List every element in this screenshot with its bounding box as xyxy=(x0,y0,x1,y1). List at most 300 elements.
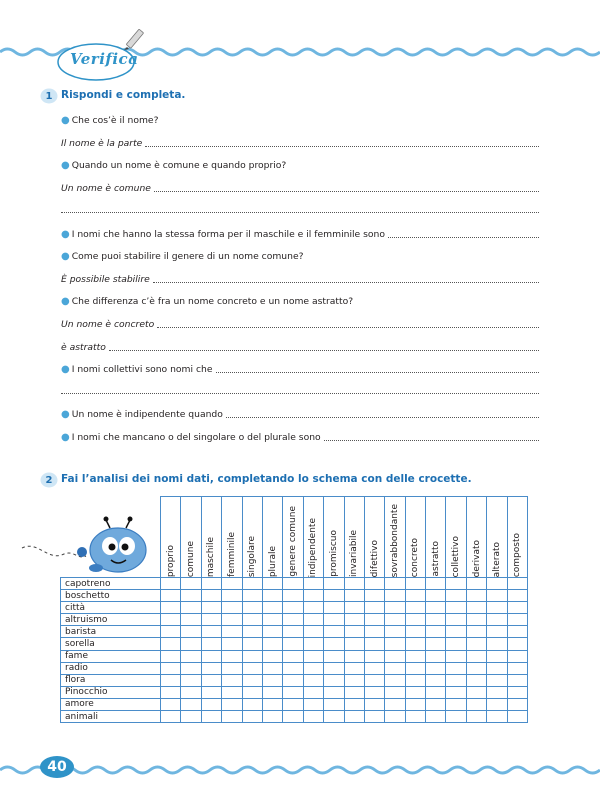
checkbox-cell[interactable] xyxy=(344,590,364,602)
checkbox-cell[interactable] xyxy=(161,590,181,602)
checkbox-cell[interactable] xyxy=(324,698,344,710)
bullet-icon: ● xyxy=(61,364,70,375)
checkbox-cell[interactable] xyxy=(201,602,221,614)
checkbox-cell[interactable] xyxy=(262,626,282,638)
checkbox-cell[interactable] xyxy=(385,602,405,614)
checkbox-cell[interactable] xyxy=(181,638,201,650)
checkbox-cell[interactable] xyxy=(303,590,323,602)
question-8[interactable]: ● I nomi che mancano o del singolare o del plurale sono xyxy=(61,429,539,443)
checkbox-cell[interactable] xyxy=(507,662,527,674)
checkbox-cell[interactable] xyxy=(487,602,507,614)
checkbox-cell[interactable] xyxy=(364,626,384,638)
checkbox-cell[interactable] xyxy=(507,626,527,638)
column-label: comune xyxy=(186,540,197,577)
checkbox-cell[interactable] xyxy=(262,638,282,650)
checkbox-cell[interactable] xyxy=(324,686,344,698)
checkbox-cell[interactable] xyxy=(324,614,344,626)
checkbox-cell[interactable] xyxy=(426,674,446,686)
checkbox-cell[interactable] xyxy=(283,674,303,686)
checkbox-cell[interactable] xyxy=(385,578,405,590)
checkbox-cell[interactable] xyxy=(161,626,181,638)
checkbox-cell[interactable] xyxy=(283,698,303,710)
column-label: derivato xyxy=(471,539,482,577)
table-row xyxy=(61,686,528,698)
checkbox-cell[interactable] xyxy=(487,662,507,674)
checkbox-cell[interactable] xyxy=(487,614,507,626)
checkbox-cell[interactable] xyxy=(201,711,221,723)
checkbox-cell[interactable] xyxy=(181,590,201,602)
checkbox-cell[interactable] xyxy=(344,698,364,710)
checkbox-cell[interactable] xyxy=(201,686,221,698)
checkbox-cell[interactable] xyxy=(324,711,344,723)
badge-label: Verifica xyxy=(70,50,139,68)
checkbox-cell[interactable] xyxy=(487,638,507,650)
bullet-icon: ● xyxy=(61,251,70,262)
checkbox-cell[interactable] xyxy=(242,590,262,602)
checkbox-cell[interactable] xyxy=(303,686,323,698)
question-7[interactable]: ● Un nome è indipendente quando xyxy=(61,406,539,420)
checkbox-cell[interactable] xyxy=(222,590,242,602)
checkbox-cell[interactable] xyxy=(303,662,323,674)
table-row xyxy=(61,602,528,614)
column-header xyxy=(466,497,486,578)
column-header xyxy=(385,497,405,578)
checkbox-cell[interactable] xyxy=(201,638,221,650)
table-row xyxy=(61,578,528,590)
checkbox-cell[interactable] xyxy=(303,711,323,723)
checkbox-cell[interactable] xyxy=(426,711,446,723)
checkbox-cell[interactable] xyxy=(364,602,384,614)
bullet-icon: ● xyxy=(61,160,70,171)
checkbox-cell[interactable] xyxy=(405,602,425,614)
row-label: animali xyxy=(61,711,161,723)
checkbox-cell[interactable] xyxy=(262,711,282,723)
question-2: ● Quando un nome è comune e quando proprio? xyxy=(61,160,287,171)
question-1: ● Che cos’è il nome? xyxy=(61,115,159,126)
checkbox-cell[interactable] xyxy=(487,578,507,590)
column-header xyxy=(262,497,282,578)
checkbox-cell[interactable] xyxy=(303,650,323,662)
checkbox-cell[interactable] xyxy=(344,650,364,662)
checkbox-cell[interactable] xyxy=(385,638,405,650)
checkbox-cell[interactable] xyxy=(201,614,221,626)
answer-line-5b[interactable]: è astratto xyxy=(61,339,539,353)
checkbox-cell[interactable] xyxy=(507,650,527,662)
checkbox-cell[interactable] xyxy=(466,614,486,626)
table-row xyxy=(61,662,528,674)
checkbox-cell[interactable] xyxy=(507,590,527,602)
checkbox-cell[interactable] xyxy=(161,650,181,662)
checkbox-cell[interactable] xyxy=(405,711,425,723)
checkbox-cell[interactable] xyxy=(344,674,364,686)
checkbox-cell[interactable] xyxy=(283,650,303,662)
exercise-1-title: Rispondi e completa. xyxy=(61,89,186,101)
checkbox-cell[interactable] xyxy=(161,711,181,723)
checkbox-cell[interactable] xyxy=(161,578,181,590)
checkbox-cell[interactable] xyxy=(262,662,282,674)
bullet-icon: ● xyxy=(61,432,70,443)
checkbox-cell[interactable] xyxy=(283,638,303,650)
checkbox-cell[interactable] xyxy=(466,638,486,650)
checkbox-cell[interactable] xyxy=(446,686,466,698)
checkbox-cell[interactable] xyxy=(364,674,384,686)
checkbox-cell[interactable] xyxy=(487,698,507,710)
checkbox-cell[interactable] xyxy=(201,650,221,662)
checkbox-cell[interactable] xyxy=(405,662,425,674)
checkbox-cell[interactable] xyxy=(344,686,364,698)
checkbox-cell[interactable] xyxy=(181,650,201,662)
checkbox-cell[interactable] xyxy=(201,674,221,686)
checkbox-cell[interactable] xyxy=(324,650,344,662)
checkbox-cell[interactable] xyxy=(324,626,344,638)
checkbox-cell[interactable] xyxy=(222,578,242,590)
row-label: barista xyxy=(61,626,161,638)
checkbox-cell[interactable] xyxy=(364,711,384,723)
checkbox-cell[interactable] xyxy=(466,602,486,614)
checkbox-cell[interactable] xyxy=(426,662,446,674)
checkbox-cell[interactable] xyxy=(426,578,446,590)
checkbox-cell[interactable] xyxy=(242,674,262,686)
checkbox-cell[interactable] xyxy=(426,686,446,698)
checkbox-cell[interactable] xyxy=(344,578,364,590)
checkbox-cell[interactable] xyxy=(222,602,242,614)
checkbox-cell[interactable] xyxy=(385,698,405,710)
checkbox-cell[interactable] xyxy=(466,626,486,638)
checkbox-cell[interactable] xyxy=(364,650,384,662)
column-header xyxy=(405,497,425,578)
column-label: genere comune xyxy=(288,506,299,577)
row-label: radio xyxy=(61,662,161,674)
checkbox-cell[interactable] xyxy=(242,602,262,614)
checkbox-cell[interactable] xyxy=(283,614,303,626)
column-header xyxy=(426,497,446,578)
table-row xyxy=(61,638,528,650)
checkbox-cell[interactable] xyxy=(262,590,282,602)
checkbox-cell[interactable] xyxy=(222,698,242,710)
checkbox-cell[interactable] xyxy=(242,626,262,638)
checkbox-cell[interactable] xyxy=(405,698,425,710)
checkbox-cell[interactable] xyxy=(364,590,384,602)
row-label: boschetto xyxy=(61,590,161,602)
checkbox-cell[interactable] xyxy=(446,638,466,650)
checkbox-cell[interactable] xyxy=(446,698,466,710)
checkbox-cell[interactable] xyxy=(344,711,364,723)
checkbox-cell[interactable] xyxy=(242,650,262,662)
checkbox-cell[interactable] xyxy=(283,686,303,698)
checkbox-cell[interactable] xyxy=(201,698,221,710)
column-label: collettivo xyxy=(451,535,462,577)
checkbox-cell[interactable] xyxy=(426,698,446,710)
checkbox-cell[interactable] xyxy=(385,662,405,674)
checkbox-cell[interactable] xyxy=(405,578,425,590)
checkbox-cell[interactable] xyxy=(364,578,384,590)
checkbox-cell[interactable] xyxy=(507,602,527,614)
checkbox-cell[interactable] xyxy=(242,698,262,710)
row-label: sorella xyxy=(61,638,161,650)
column-header xyxy=(303,497,323,578)
checkbox-cell[interactable] xyxy=(201,662,221,674)
checkbox-cell[interactable] xyxy=(222,674,242,686)
checkbox-cell[interactable] xyxy=(222,662,242,674)
question-4: ● Come puoi stabilire il genere di un nome comune? xyxy=(61,251,304,262)
checkbox-cell[interactable] xyxy=(222,650,242,662)
checkbox-cell[interactable] xyxy=(507,614,527,626)
column-label: sovrabbondante xyxy=(389,503,400,577)
checkbox-cell[interactable] xyxy=(161,638,181,650)
table-row xyxy=(61,674,528,686)
checkbox-cell[interactable] xyxy=(487,674,507,686)
checkbox-cell[interactable] xyxy=(507,674,527,686)
checkbox-cell[interactable] xyxy=(426,638,446,650)
checkbox-cell[interactable] xyxy=(385,674,405,686)
column-label: femminile xyxy=(226,532,237,577)
checkbox-cell[interactable] xyxy=(466,686,486,698)
checkbox-cell[interactable] xyxy=(242,638,262,650)
checkbox-cell[interactable] xyxy=(426,650,446,662)
exercise-2-title: Fai l’analisi dei nomi dati, completando lo schema con delle crocette. xyxy=(61,473,472,485)
checkbox-cell[interactable] xyxy=(487,590,507,602)
checkbox-cell[interactable] xyxy=(344,638,364,650)
checkbox-cell[interactable] xyxy=(303,614,323,626)
checkbox-cell[interactable] xyxy=(324,674,344,686)
checkbox-cell[interactable] xyxy=(222,638,242,650)
checkbox-cell[interactable] xyxy=(487,650,507,662)
checkbox-cell[interactable] xyxy=(324,590,344,602)
pen-icon xyxy=(118,26,148,56)
checkbox-cell[interactable] xyxy=(426,590,446,602)
checkbox-cell[interactable] xyxy=(507,578,527,590)
column-label: proprio xyxy=(165,544,176,577)
table-row xyxy=(61,626,528,638)
bullet-icon: ● xyxy=(61,229,70,240)
checkbox-cell[interactable] xyxy=(507,686,527,698)
table-row xyxy=(61,590,528,602)
checkbox-cell[interactable] xyxy=(446,650,466,662)
answer-line-2[interactable]: Un nome è comune xyxy=(61,180,539,194)
checkbox-cell[interactable] xyxy=(161,698,181,710)
checkbox-cell[interactable] xyxy=(303,602,323,614)
checkbox-cell[interactable] xyxy=(161,686,181,698)
checkbox-cell[interactable] xyxy=(283,626,303,638)
checkbox-cell[interactable] xyxy=(242,614,262,626)
column-header xyxy=(487,497,507,578)
checkbox-cell[interactable] xyxy=(262,602,282,614)
checkbox-cell[interactable] xyxy=(364,662,384,674)
checkbox-cell[interactable] xyxy=(446,662,466,674)
checkbox-cell[interactable] xyxy=(344,662,364,674)
checkbox-cell[interactable] xyxy=(426,626,446,638)
checkbox-cell[interactable] xyxy=(446,711,466,723)
checkbox-cell[interactable] xyxy=(201,590,221,602)
checkbox-cell[interactable] xyxy=(303,626,323,638)
column-header xyxy=(344,497,364,578)
checkbox-cell[interactable] xyxy=(201,578,221,590)
checkbox-cell[interactable] xyxy=(364,698,384,710)
checkbox-cell[interactable] xyxy=(242,662,262,674)
checkbox-cell[interactable] xyxy=(242,686,262,698)
checkbox-cell[interactable] xyxy=(364,686,384,698)
checkbox-cell[interactable] xyxy=(262,698,282,710)
table-row xyxy=(61,698,528,710)
table-row xyxy=(61,614,528,626)
checkbox-cell[interactable] xyxy=(426,602,446,614)
checkbox-cell[interactable] xyxy=(344,626,364,638)
checkbox-cell[interactable] xyxy=(324,638,344,650)
checkbox-cell[interactable] xyxy=(385,686,405,698)
checkbox-cell[interactable] xyxy=(385,650,405,662)
checkbox-cell[interactable] xyxy=(385,590,405,602)
column-label: promiscuo xyxy=(328,530,339,577)
column-header xyxy=(507,497,527,578)
question-3[interactable]: ● I nomi che hanno la stessa forma per il maschile e il femminile sono xyxy=(61,226,539,240)
checkbox-cell[interactable] xyxy=(201,626,221,638)
column-label: invariabile xyxy=(349,529,360,577)
analysis-grid xyxy=(60,496,528,723)
column-label: plurale xyxy=(267,545,278,577)
checkbox-cell[interactable] xyxy=(385,711,405,723)
checkbox-cell[interactable] xyxy=(344,614,364,626)
checkbox-cell[interactable] xyxy=(181,686,201,698)
checkbox-cell[interactable] xyxy=(181,698,201,710)
checkbox-cell[interactable] xyxy=(181,662,201,674)
answer-line-2b[interactable] xyxy=(61,212,539,213)
question-6[interactable]: ● I nomi collettivi sono nomi che xyxy=(61,361,539,375)
column-label: difettivo xyxy=(369,539,380,577)
checkbox-cell[interactable] xyxy=(405,638,425,650)
checkbox-cell[interactable] xyxy=(283,602,303,614)
answer-line-5a[interactable]: Un nome è concreto xyxy=(61,316,539,330)
checkbox-cell[interactable] xyxy=(181,614,201,626)
checkbox-cell[interactable] xyxy=(426,614,446,626)
column-header xyxy=(242,497,262,578)
checkbox-cell[interactable] xyxy=(161,602,181,614)
checkbox-cell[interactable] xyxy=(405,590,425,602)
checkbox-cell[interactable] xyxy=(446,578,466,590)
checkbox-cell[interactable] xyxy=(466,590,486,602)
checkbox-cell[interactable] xyxy=(466,698,486,710)
checkbox-cell[interactable] xyxy=(262,674,282,686)
column-label: concreto xyxy=(410,537,421,577)
checkbox-cell[interactable] xyxy=(262,686,282,698)
checkbox-cell[interactable] xyxy=(385,614,405,626)
checkbox-cell[interactable] xyxy=(181,602,201,614)
column-header xyxy=(222,497,242,578)
checkbox-cell[interactable] xyxy=(405,650,425,662)
row-label: altruismo xyxy=(61,614,161,626)
row-label: flora xyxy=(61,674,161,686)
checkbox-cell[interactable] xyxy=(161,674,181,686)
bullet-icon: ● xyxy=(61,115,70,126)
checkbox-cell[interactable] xyxy=(487,711,507,723)
checkbox-cell[interactable] xyxy=(222,614,242,626)
checkbox-cell[interactable] xyxy=(161,662,181,674)
checkbox-cell[interactable] xyxy=(283,578,303,590)
column-label: singolare xyxy=(247,535,258,577)
checkbox-cell[interactable] xyxy=(303,674,323,686)
checkbox-cell[interactable] xyxy=(181,578,201,590)
checkbox-cell[interactable] xyxy=(487,626,507,638)
checkbox-cell[interactable] xyxy=(364,638,384,650)
checkbox-cell[interactable] xyxy=(161,614,181,626)
checkbox-cell[interactable] xyxy=(385,626,405,638)
column-label: composto xyxy=(512,532,523,577)
checkbox-cell[interactable] xyxy=(466,578,486,590)
checkbox-cell[interactable] xyxy=(222,626,242,638)
answer-line-6b[interactable] xyxy=(61,393,539,394)
checkbox-cell[interactable] xyxy=(324,578,344,590)
column-label: maschile xyxy=(206,536,217,577)
checkbox-cell[interactable] xyxy=(324,662,344,674)
checkbox-cell[interactable] xyxy=(466,662,486,674)
checkbox-cell[interactable] xyxy=(507,711,527,723)
checkbox-cell[interactable] xyxy=(283,662,303,674)
column-header xyxy=(324,497,344,578)
answer-line-1[interactable]: Il nome è la parte xyxy=(61,135,539,149)
checkbox-cell[interactable] xyxy=(283,590,303,602)
checkbox-cell[interactable] xyxy=(324,602,344,614)
column-label: alterato xyxy=(491,541,502,577)
checkbox-cell[interactable] xyxy=(487,686,507,698)
checkbox-cell[interactable] xyxy=(466,711,486,723)
row-label: Pinocchio xyxy=(61,686,161,698)
column-label: indipendente xyxy=(308,517,319,577)
checkbox-cell[interactable] xyxy=(405,614,425,626)
checkbox-cell[interactable] xyxy=(303,638,323,650)
answer-line-4[interactable]: È possibile stabilire xyxy=(61,271,539,285)
checkbox-cell[interactable] xyxy=(405,674,425,686)
bottom-wave-border xyxy=(0,762,600,778)
bullet-icon: ● xyxy=(61,409,70,420)
checkbox-cell[interactable] xyxy=(181,711,201,723)
checkbox-cell[interactable] xyxy=(242,578,262,590)
checkbox-cell[interactable] xyxy=(446,674,466,686)
row-label: fame xyxy=(61,650,161,662)
row-label: città xyxy=(61,602,161,614)
column-header xyxy=(283,497,303,578)
checkbox-cell[interactable] xyxy=(466,650,486,662)
checkbox-cell[interactable] xyxy=(262,650,282,662)
checkbox-cell[interactable] xyxy=(303,698,323,710)
checkbox-cell[interactable] xyxy=(507,698,527,710)
row-label: amore xyxy=(61,698,161,710)
checkbox-cell[interactable] xyxy=(446,590,466,602)
column-header xyxy=(364,497,384,578)
checkbox-cell[interactable] xyxy=(405,686,425,698)
checkbox-cell[interactable] xyxy=(364,614,384,626)
checkbox-cell[interactable] xyxy=(242,711,262,723)
checkbox-cell[interactable] xyxy=(222,711,242,723)
checkbox-cell[interactable] xyxy=(405,626,425,638)
question-5: ● Che differenza c’è fra un nome concreto e un nome astratto? xyxy=(61,296,354,307)
page-number: 40 xyxy=(40,756,74,778)
checkbox-cell[interactable] xyxy=(507,638,527,650)
checkbox-cell[interactable] xyxy=(466,674,486,686)
checkbox-cell[interactable] xyxy=(181,674,201,686)
checkbox-cell[interactable] xyxy=(344,602,364,614)
checkbox-cell[interactable] xyxy=(303,578,323,590)
checkbox-cell[interactable] xyxy=(283,711,303,723)
checkbox-cell[interactable] xyxy=(262,614,282,626)
table-row xyxy=(61,711,528,723)
checkbox-cell[interactable] xyxy=(446,614,466,626)
checkbox-cell[interactable] xyxy=(446,602,466,614)
exercise-2-number: 2 xyxy=(40,472,58,488)
table-row xyxy=(61,650,528,662)
checkbox-cell[interactable] xyxy=(262,578,282,590)
checkbox-cell[interactable] xyxy=(222,686,242,698)
checkbox-cell[interactable] xyxy=(446,626,466,638)
checkbox-cell[interactable] xyxy=(181,626,201,638)
